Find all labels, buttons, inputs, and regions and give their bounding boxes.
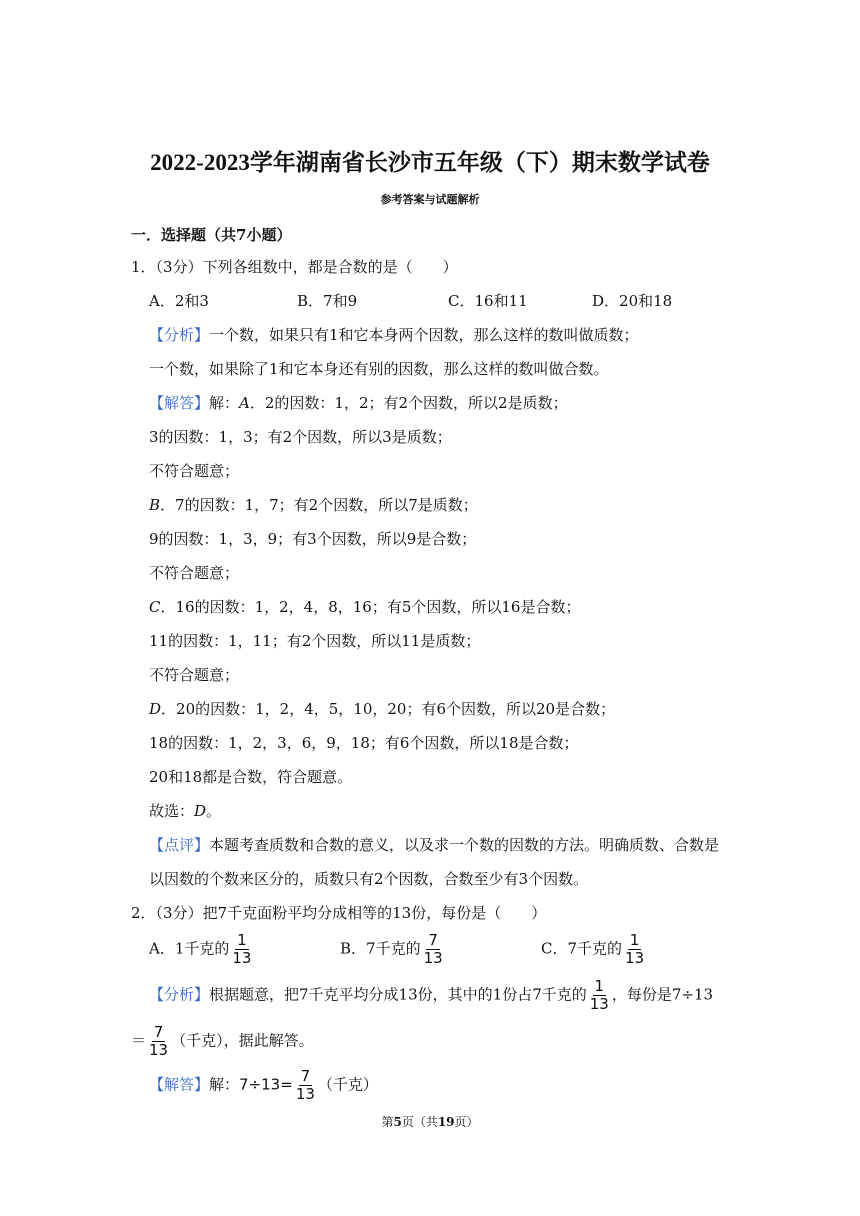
q1-analysis-line-2: 一个数，如果除了1和它本身还有别的因数，那么这样的数叫做合数。	[149, 360, 609, 378]
q1-not-match-2: 不符合题意；	[149, 564, 240, 582]
q1-answer-d-line2: 18的因数：1，2，3，6，9，18；有6个因数，所以18是合数；	[149, 734, 579, 752]
q1-option-c: C．16和11	[448, 292, 528, 310]
total-pages: 19	[437, 1115, 455, 1129]
answer-tag: 【解答】	[149, 394, 210, 412]
q1-answer-c: C．16的因数：1，2，4，8，16；有5个因数，所以16是合数；	[149, 598, 581, 616]
section-heading: 一．选择题（共7小题）	[131, 226, 292, 244]
q2-option-c: C．7千克的 $\frac{1}{13}$	[541, 931, 645, 967]
q1-analysis-line-1: 【分析】一个数，如果只有1和它本身两个因数，那么这样的数叫做质数；	[149, 326, 639, 344]
fraction: $\frac{1}{13}$	[589, 977, 609, 1013]
question-2-stem: 2．（3分）把7千克面粉平均分成相等的13份，每份是（ ）	[131, 904, 547, 922]
q1-choice: 故选：D。	[149, 802, 222, 820]
page-subtitle: 参考答案与试题解析	[380, 194, 480, 206]
q2-analysis-line-2: ＝ $\frac{7}{13}$ （千克），据此解答。	[131, 1023, 314, 1059]
question-1-stem: 1．（3分）下列各组数中，都是合数的是（ ）	[131, 258, 458, 276]
q1-answer-b-line2: 9的因数：1，3，9；有3个因数，所以9是合数；	[149, 530, 477, 548]
q1-option-d: D．20和18	[592, 292, 673, 310]
q1-comment-line-1: 【点评】本题考查质数和合数的意义，以及求一个数的因数的方法。明确质数、合数是	[149, 836, 720, 854]
fraction: $\frac{7}{13}$	[423, 931, 443, 967]
fraction: $\frac{1}{13}$	[232, 931, 252, 967]
q1-answer-d: D．20的因数：1，2，4，5，10，20；有6个因数，所以20是合数；	[149, 700, 616, 718]
q1-answer-b: B．7的因数：1，7；有2个因数，所以7是质数；	[149, 496, 478, 514]
page-number: 5	[393, 1115, 402, 1129]
q1-answer-c-line2: 11的因数：1，11；有2个因数，所以11是质数；	[149, 632, 481, 650]
q1-not-match-3: 不符合题意；	[149, 666, 240, 684]
q1-answer-d-line3: 20和18都是合数，符合题意。	[149, 768, 353, 786]
q2-option-a: A．1千克的 $\frac{1}{13}$	[149, 931, 252, 967]
q2-option-b: B．7千克的 $\frac{7}{13}$	[340, 931, 443, 967]
q1-not-match-1: 不符合题意；	[149, 462, 240, 480]
q2-answer: 【解答】解：7÷13= $\frac{7}{13}$ （千克）	[149, 1067, 378, 1103]
q1-option-b: B．7和9	[297, 292, 358, 310]
page-footer: 第5页（共19页）	[381, 1115, 479, 1129]
fraction: $\frac{7}{13}$	[149, 1023, 169, 1059]
comment-tag: 【点评】	[149, 836, 210, 854]
q1-answer-a-line2: 3的因数：1，3；有2个因数，所以3是质数；	[149, 428, 452, 446]
q1-comment-line-2: 以因数的个数来区分的，质数只有2个因数，合数至少有3个因数。	[149, 870, 589, 888]
analysis-tag: 【分析】	[149, 326, 210, 344]
q1-option-a: A．2和3	[149, 292, 209, 310]
q1-answer-a: 【解答】解：A．2的因数：1，2；有2个因数，所以2是质数；	[149, 394, 568, 412]
page-title: 2022-2023学年湖南省长沙市五年级（下）期末数学试卷	[150, 150, 710, 175]
fraction: $\frac{1}{13}$	[625, 931, 645, 967]
fraction: $\frac{7}{13}$	[295, 1067, 315, 1103]
q2-analysis-line-1: 【分析】根据题意，把7千克平均分成13份，其中的1份占7千克的 $\frac{1}{13}$ ，每份是7÷13	[149, 977, 714, 1013]
